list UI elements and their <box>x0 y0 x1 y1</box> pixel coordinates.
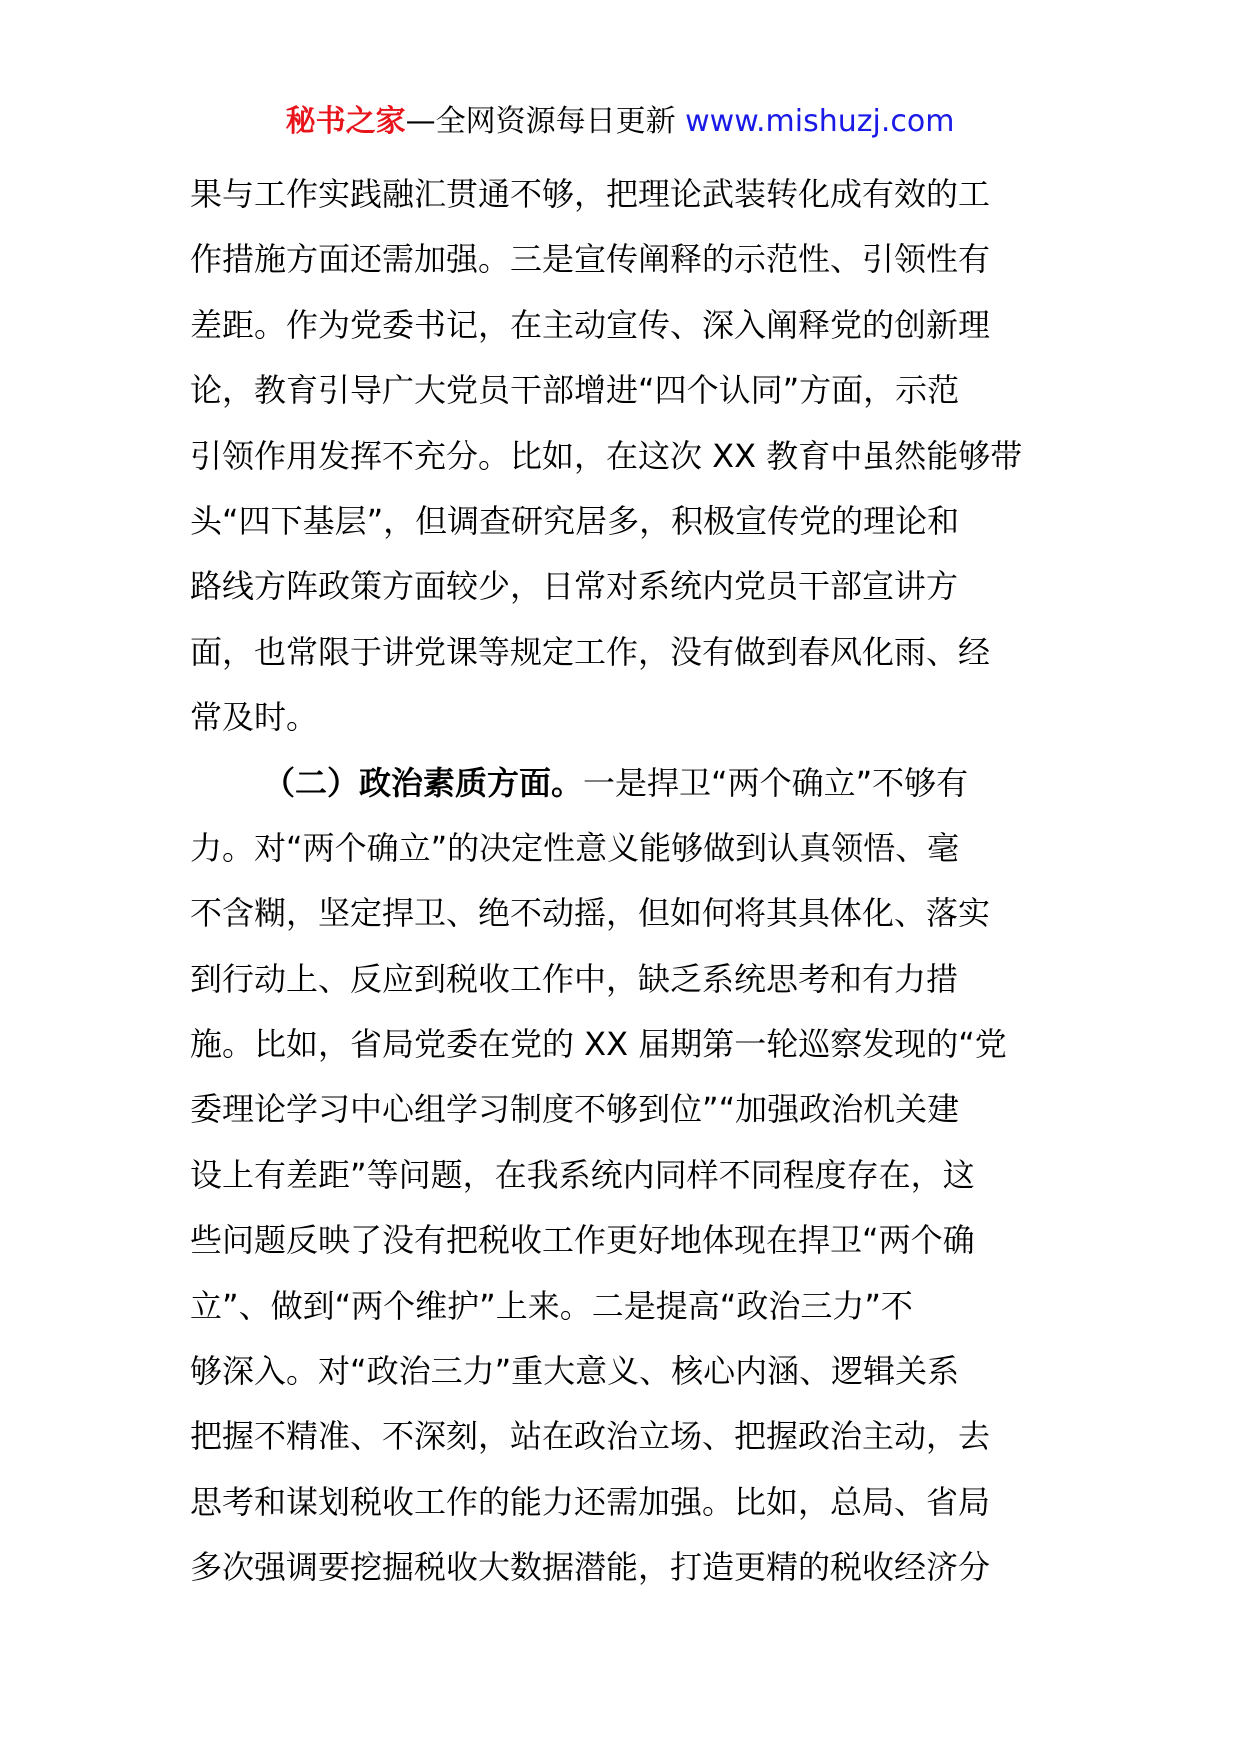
text-line: 面，也常限于讲党课等规定工作，没有做到春风化雨、经 <box>190 632 991 671</box>
text-line: 不含糊，坚定捍卫、绝不动摇，但如何将其具体化、落实 <box>190 894 991 933</box>
site-url-link[interactable]: www.mishuzj.com <box>685 104 955 139</box>
text-line: 引领作用发挥不充分。比如，在这次 XX 教育中虽然能够带 <box>190 436 1023 475</box>
text-line: 些问题反映了没有把税收工作更好地体现在捍卫“两个确 <box>190 1221 975 1260</box>
text-line: 果与工作实践融汇贯通不够，把理论武装转化成有效的工 <box>190 175 991 213</box>
document-body <box>190 162 1070 1601</box>
text-line: 设上有差距”等问题，在我系统内同样不同程度存在，这 <box>190 1155 975 1194</box>
text-line: 多次强调要挖掘税收大数据潜能，打造更精的税收经济分 <box>190 1548 991 1587</box>
page-header <box>0 100 1240 144</box>
text-line: 路线方阵政策方面较少，日常对系统内党员干部宣讲方 <box>190 567 959 606</box>
text-line: 把握不精准、不深刻，站在政治立场、把握政治主动，去 <box>190 1417 991 1456</box>
section-heading-text: 一是捍卫“两个确立”不够有 <box>583 763 969 802</box>
brand-name: 秘书之家 <box>285 104 406 139</box>
header-tagline: —全网资源每日更新 <box>405 104 686 139</box>
text-line: 差距。作为党委书记，在主动宣传、深入阐释党的创新理 <box>190 305 991 344</box>
section-heading-line <box>190 751 1070 816</box>
text-line: 常及时。 <box>190 698 319 737</box>
text-line: 论，教育引导广大党员干部增进“四个认同”方面，示范 <box>190 371 960 410</box>
text-line: 头“四下基层”，但调查研究居多，积极宣传党的理论和 <box>190 501 960 540</box>
text-line: 力。对“两个确立”的决定性意义能够做到认真领悟、毫 <box>190 828 960 867</box>
text-line: 施。比如，省局党委在党的 XX 届期第一轮巡察发现的“党 <box>190 1025 1007 1064</box>
text-line: 立”、做到“两个维护”上来。二是提高“政治三力”不 <box>190 1286 913 1325</box>
text-line: 作措施方面还需加强。三是宣传阐释的示范性、引领性有 <box>190 240 991 279</box>
section-heading: （二）政治素质方面。 <box>263 763 584 802</box>
text-line: 够深入。对“政治三力”重大意义、核心内涵、逻辑关系 <box>190 1352 960 1391</box>
text-line: 思考和谋划税收工作的能力还需加强。比如，总局、省局 <box>190 1482 991 1521</box>
text-line: 委理论学习中心组学习制度不够到位”“加强政治机关建 <box>190 1090 960 1129</box>
text-line: 到行动上、反应到税收工作中，缺乏系统思考和有力措 <box>190 959 959 998</box>
